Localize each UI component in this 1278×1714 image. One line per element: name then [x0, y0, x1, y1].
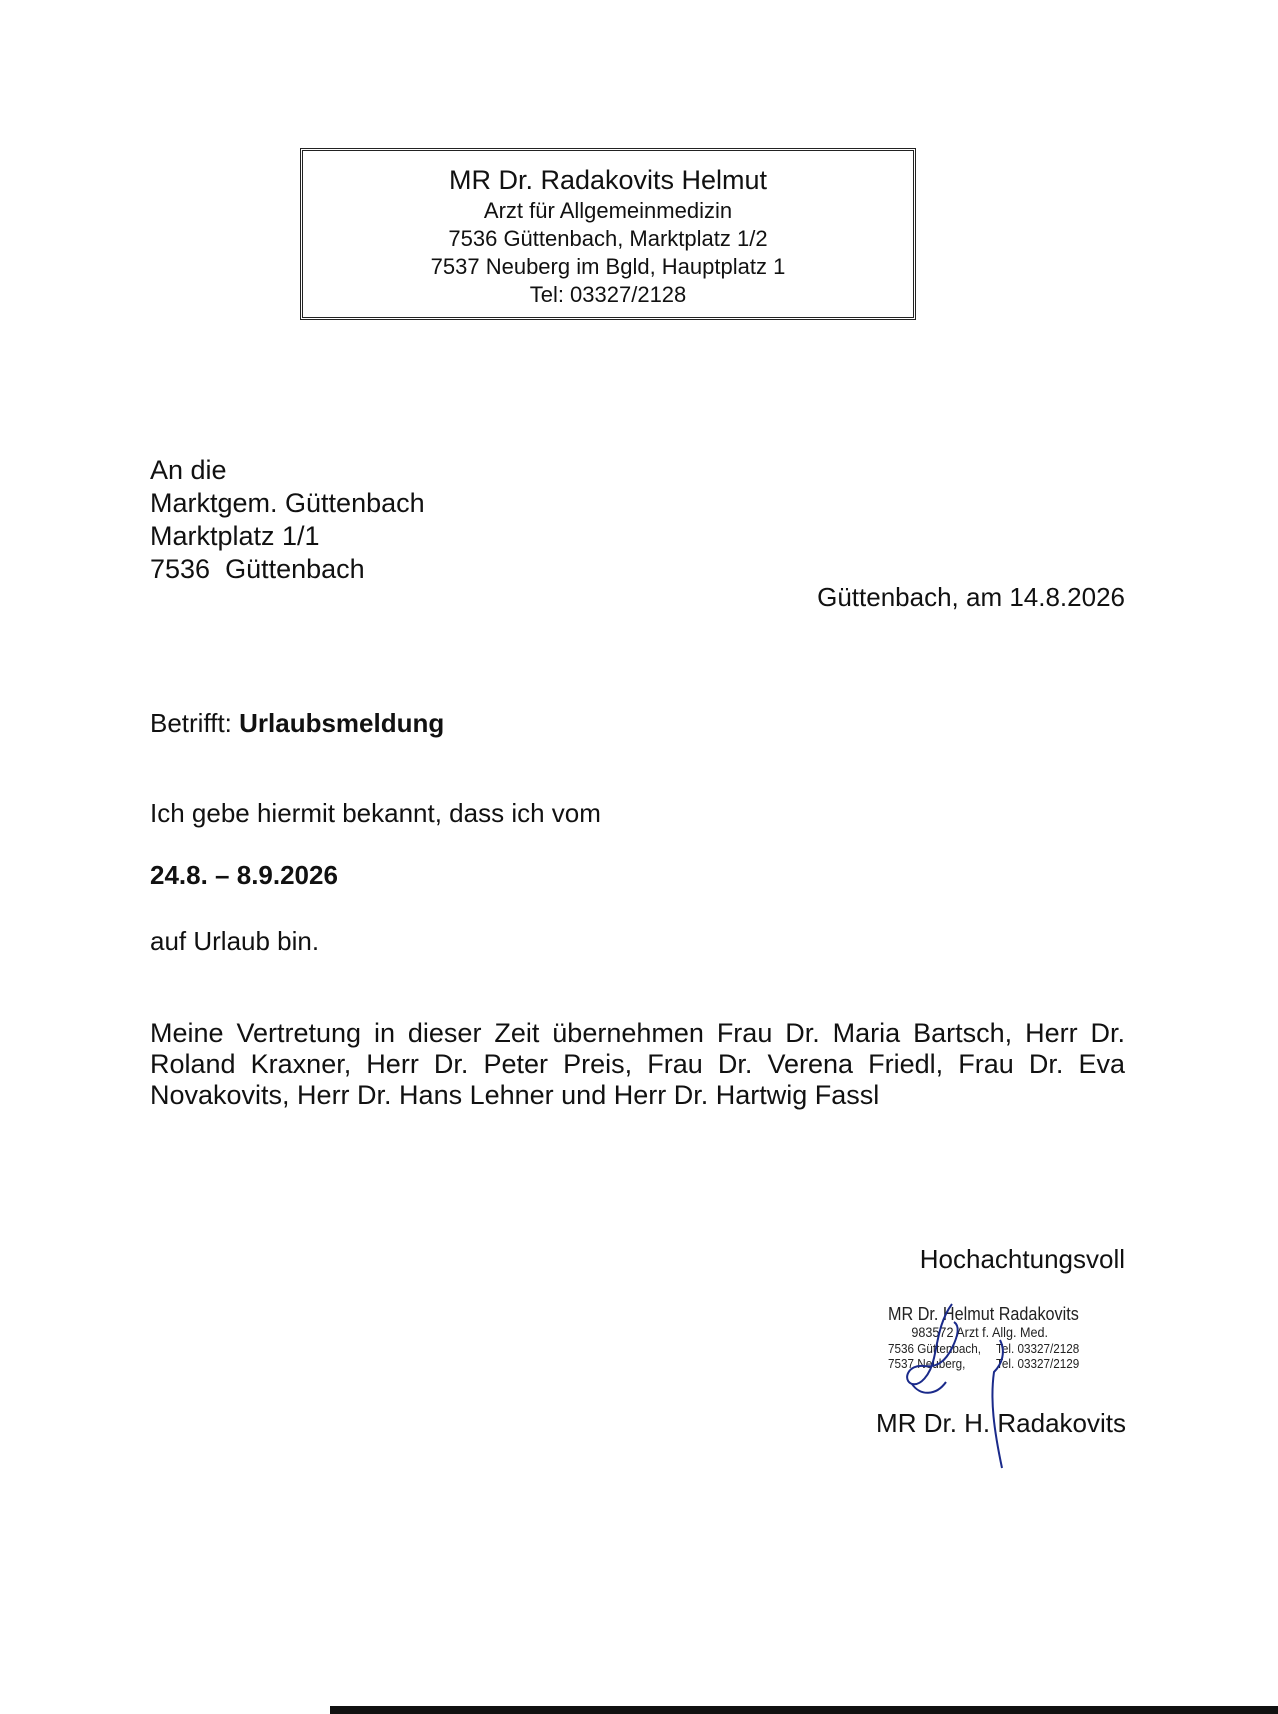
stamp-phone-1: Tel. 03327/2128 [996, 1341, 1080, 1356]
place-date: Güttenbach, am 14.8.2026 [817, 582, 1125, 612]
stamp-location-1: 7536 Güttenbach, [888, 1341, 982, 1356]
handwritten-signature [890, 1300, 1010, 1480]
closing-salutation: Hochachtungsvoll [919, 1244, 1125, 1274]
vacation-period: 24.8. – 8.9.2026 [150, 860, 338, 890]
subject-value: Urlaubsmeldung [239, 708, 445, 738]
body-after-period: auf Urlaub bin. [150, 926, 320, 956]
letterhead-box [300, 148, 916, 320]
practice-phone: Tel: 03327/2128 [529, 282, 687, 307]
recipient-line-3: Marktplatz 1/1 [150, 521, 320, 551]
doctor-name: MR Dr. Radakovits Helmut [448, 165, 768, 195]
recipient-line-2: Marktgem. Güttenbach [150, 488, 425, 518]
scan-edge-line [330, 1706, 1278, 1714]
stamp-registration: 983572 Arzt f. Allg. Med. [911, 1324, 1048, 1340]
stamp-location-2: 7537 Neuberg, [888, 1356, 966, 1371]
practice-address-2: 7537 Neuberg im Bgld, Hauptplatz 1 [430, 254, 786, 279]
recipient-line-1: An die [150, 455, 227, 485]
subject-label: Betrifft: [150, 708, 232, 738]
stamp-name: MR Dr. Helmut Radakovits [888, 1304, 1079, 1324]
signer-name: MR Dr. H. Radakovits [876, 1408, 1126, 1438]
subject-line [150, 708, 444, 739]
practice-address-1: 7536 Güttenbach, Marktplatz 1/2 [448, 226, 768, 251]
stamp-phone-2: Tel. 03327/2129 [996, 1356, 1080, 1371]
substitutes-paragraph: Meine Vertretung in dieser Zeit übernehmen Frau Dr. Maria Bartsch, Herr Dr. Roland Kraxner, Herr Dr. Peter Preis, Frau Dr. Verena Friedl, Frau Dr. Eva Novakovits, Herr Dr. Hans Lehner und Herr Dr. Hartwig Fassl [150, 1018, 1125, 1110]
recipient-address [150, 454, 425, 586]
recipient-line-4: 7536 Güttenbach [150, 554, 365, 584]
body-intro: Ich gebe hiermit bekannt, dass ich vom [150, 798, 601, 828]
doctor-title: Arzt für Allgemeinmedizin [483, 198, 733, 223]
